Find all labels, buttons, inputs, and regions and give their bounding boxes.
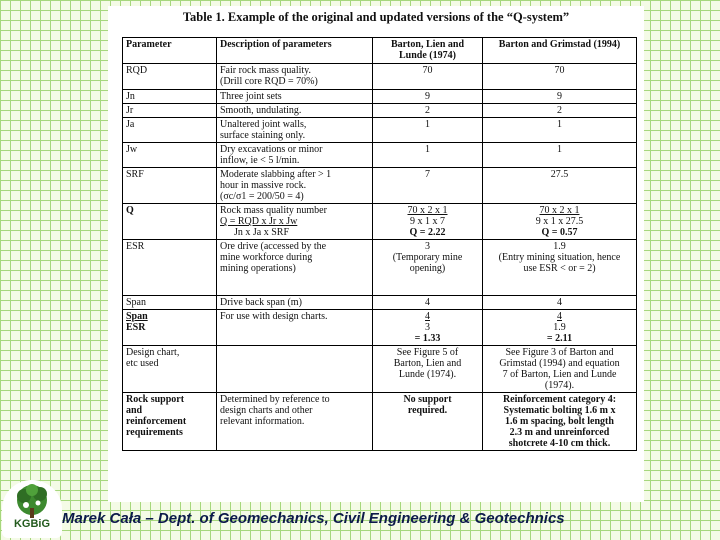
desc-design-chart [217,346,373,393]
value-support-1994: Reinforcement category 4: Systematic bolting 1.6 m x 1.6 m spacing, bolt length 2.3 m and unreinforced shotcrete 4-10 cm thick. [483,393,637,451]
desc-span: Drive back span (m) [217,296,373,310]
header-barton-grimstad: Barton and Grimstad (1994) [483,38,637,64]
value-ja-1994: 1 [483,118,637,143]
value-jw-1974: 1 [373,143,483,168]
table-row-support [123,393,637,451]
value-jn-1974: 9 [373,90,483,104]
header-parameter: Parameter [123,38,217,64]
value-support-1974: No support required. [373,393,483,451]
value-jr-1974: 2 [373,104,483,118]
table-row-design-chart [123,346,637,393]
value-span-1994: 4 [483,296,637,310]
value-esr-1994: 1.9 (Entry mining situation, hence use ESR < or = 2) [483,240,637,296]
table-row-q [123,204,637,240]
value-rqd-1994: 70 [483,64,637,90]
desc-rqd: Fair rock mass quality. (Drill core RQD = 70%) [217,64,373,90]
value-q-1994: 70 x 2 x 1 9 x 1 x 27.5 Q = 0.57 [483,204,637,240]
table-sheet [108,6,644,502]
param-span-esr: Span ESR [123,310,217,346]
tree-logo-icon [2,480,62,520]
desc-ja: Unaltered joint walls, surface staining only. [217,118,373,143]
table-row-srf [123,168,637,204]
param-ja: Ja [123,118,217,143]
table-title: Table 1. Example of the original and updated versions of the “Q-system” [182,10,570,24]
desc-jn: Three joint sets [217,90,373,104]
value-jw-1994: 1 [483,143,637,168]
param-jr: Jr [123,104,217,118]
table-row-rqd [123,64,637,90]
value-span-esr-1974: 4 3 = 1.33 [373,310,483,346]
table-row-esr [123,240,637,296]
logo-text: KGBiG [13,518,51,530]
param-span: Span [123,296,217,310]
value-design-chart-1974: See Figure 5 of Barton, Lien and Lunde (1974). [373,346,483,393]
param-rqd: RQD [123,64,217,90]
param-jw: Jw [123,143,217,168]
value-srf-1974: 7 [373,168,483,204]
param-design-chart: Design chart, etc used [123,346,217,393]
desc-span-esr: For use with design charts. [217,310,373,346]
value-esr-1974: 3 (Temporary mine opening) [373,240,483,296]
table-header-row [123,38,637,64]
table-row-jn [123,90,637,104]
table-row-ja [123,118,637,143]
table-row-span [123,296,637,310]
desc-srf: Moderate slabbing after > 1 hour in massive rock. (σc/σ1 = 200/50 = 4) [217,168,373,204]
desc-q: Rock mass quality number Q = RQD x Jr x Jw Jn x Ja x SRF [217,204,373,240]
desc-jw: Dry excavations or minor inflow, ie < 5 l/min. [217,143,373,168]
value-q-1974: 70 x 2 x 1 9 x 1 x 7 Q = 2.22 [373,204,483,240]
kgbig-logo [2,480,62,538]
desc-esr: Ore drive (accessed by the mine workforce during mining operations) [217,240,373,296]
value-span-1974: 4 [373,296,483,310]
value-design-chart-1994: See Figure 3 of Barton and Grimstad (1994) and equation 7 of Barton, Lien and Lunde (1974). [483,346,637,393]
param-q: Q [123,204,217,240]
header-barton-lien-lunde: Barton, Lien and Lunde (1974) [373,38,483,64]
desc-support: Determined by reference to design charts and other relevant information. [217,393,373,451]
value-span-esr-1994: 4 1.9 = 2.11 [483,310,637,346]
table-row-jr [123,104,637,118]
param-jn: Jn [123,90,217,104]
q-system-table [122,37,637,451]
header-description: Description of parameters [217,38,373,64]
value-jn-1994: 9 [483,90,637,104]
value-rqd-1974: 70 [373,64,483,90]
table-row-jw [123,143,637,168]
param-srf: SRF [123,168,217,204]
table-row-span-esr [123,310,637,346]
value-jr-1994: 2 [483,104,637,118]
param-support: Rock support and reinforcement requirements [123,393,217,451]
param-esr: ESR [123,240,217,296]
footer-caption: Marek Cała – Dept. of Geomechanics, Civil Engineering & Geotechnics [62,510,565,527]
desc-jr: Smooth, undulating. [217,104,373,118]
value-srf-1994: 27.5 [483,168,637,204]
value-ja-1974: 1 [373,118,483,143]
